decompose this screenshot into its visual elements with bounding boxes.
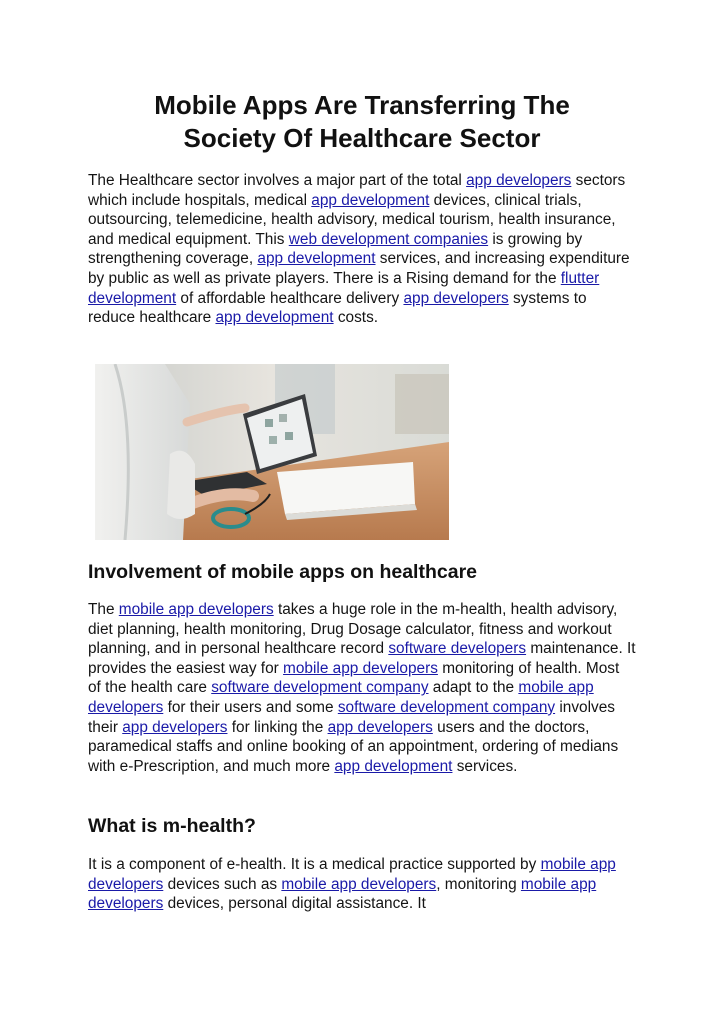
- inline-link[interactable]: mobile app developers: [281, 875, 437, 893]
- body-text: involves their: [88, 698, 615, 736]
- body-text: users and the doctors, paramedical staffs and online booking of an appointment, ordering of medians with e-Prescription, and much more: [88, 718, 619, 775]
- section-heading-involvement: Involvement of mobile apps on healthcare: [88, 561, 478, 583]
- body-text: It is a component of e-health. It is a medical practice supported by: [88, 856, 541, 873]
- body-text: The Healthcare sector involves a major part of the total: [88, 172, 467, 189]
- inline-link[interactable]: app development: [334, 757, 453, 775]
- intro-paragraph: [88, 171, 636, 328]
- inline-link[interactable]: app developers: [327, 718, 433, 736]
- body-text: , monitoring: [436, 875, 521, 893]
- inline-link[interactable]: app developers: [466, 172, 572, 189]
- mhealth-paragraph: [88, 855, 636, 914]
- body-text: The: [88, 601, 119, 618]
- body-text: for their users and some: [163, 698, 338, 716]
- inline-link[interactable]: mobile app developers: [88, 856, 616, 893]
- healthcare-photo: [95, 364, 449, 540]
- body-text: takes a huge role in the m-health, health advisory, diet planning, health monitoring, Drug Dosage calculator, fitness and workout planning, and in personal healthcare record: [88, 601, 618, 658]
- body-text: monitoring of health. Most of the health care: [88, 659, 620, 697]
- involvement-paragraph: [88, 600, 636, 776]
- inline-link[interactable]: app developers: [122, 718, 228, 736]
- inline-link[interactable]: app developers: [403, 289, 509, 307]
- body-text: devices such as: [163, 875, 282, 893]
- body-text: adapt to the: [428, 679, 519, 697]
- body-text: costs.: [333, 309, 379, 327]
- inline-link[interactable]: mobile app developers: [118, 601, 274, 618]
- inline-link[interactable]: mobile app developers: [283, 659, 438, 677]
- body-text: devices, personal digital assistance. It: [163, 895, 426, 913]
- body-text: is growing by strengthening coverage,: [88, 230, 583, 268]
- body-text: devices, clinical trials, outsourcing, telemedicine, health advisory, medical tourism, health insurance, and medical equipment. This: [88, 191, 616, 248]
- title-line-1: Mobile Apps Are Transferring The: [154, 90, 570, 120]
- inline-link[interactable]: flutter development: [88, 269, 600, 307]
- inline-link[interactable]: app development: [311, 191, 430, 209]
- body-text: of affordable healthcare delivery: [176, 289, 404, 307]
- section-heading-mhealth: What is m-health?: [88, 815, 256, 837]
- body-text: services.: [452, 757, 518, 775]
- inline-link[interactable]: software development company: [337, 698, 556, 716]
- page-title: [88, 89, 636, 155]
- title-line-2: Society Of Healthcare Sector: [183, 123, 541, 153]
- inline-link[interactable]: app development: [215, 309, 334, 327]
- body-text: sectors which include hospitals, medical: [88, 172, 626, 209]
- inline-link[interactable]: app development: [257, 250, 376, 268]
- inline-link[interactable]: web development companies: [288, 230, 489, 248]
- body-text: services, and increasing expenditure by public as well as private players. There is a Rising demand for the: [88, 250, 630, 287]
- inline-link[interactable]: software developers: [388, 640, 527, 658]
- inline-link[interactable]: mobile app developers: [88, 679, 594, 716]
- body-text: systems to reduce healthcare: [88, 289, 587, 327]
- inline-link[interactable]: mobile app developers: [88, 875, 597, 913]
- body-text: maintenance. It provides the easiest way for: [88, 640, 636, 677]
- body-text: for linking the: [227, 718, 328, 736]
- inline-link[interactable]: software development company: [211, 679, 429, 697]
